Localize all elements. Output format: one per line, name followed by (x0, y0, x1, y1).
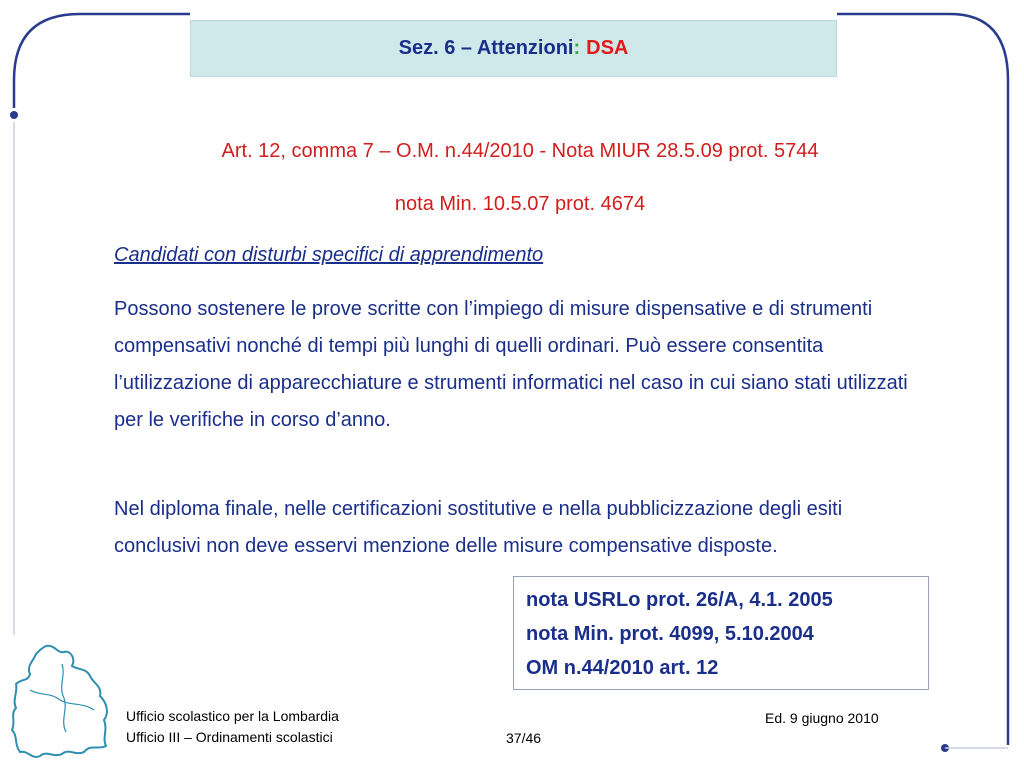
title-colon: : (573, 37, 581, 59)
footer-office (126, 706, 339, 748)
note-line: nota Min. prot. 4099, 5.10.2004 (526, 623, 814, 645)
slide-title (190, 20, 837, 77)
note-line: nota USRLo prot. 26/A, 4.1. 2005 (526, 589, 833, 611)
reference-line-1: Art. 12, comma 7 – O.M. n.44/2010 - Nota MIUR 28.5.09 prot. 5744 (221, 140, 819, 162)
title-prefix: Sez. 6 – Attenzioni (398, 37, 574, 59)
paragraph-measures: Possono sostenere le prove scritte con l’impiego di misure dispensative e di strumenti compensativi nonché di tempi più lunghi di quelli ordinari. Può essere consentita l’utilizzazione di apparecchiature e strumenti informatici nel caso in cui siano stati utilizzati per le verifiche in corso d’anno. (114, 298, 908, 431)
reference-line-2: nota Min. 10.5.07 prot. 4674 (394, 193, 646, 215)
section-subtitle: Candidati con disturbi specifici di apprendimento (114, 244, 544, 266)
footer-edition: Ed. 9 giugno 2010 (765, 710, 879, 726)
page-number: 37/46 (506, 730, 542, 746)
title-highlight: DSA (586, 37, 629, 59)
footer-office-line1: Ufficio scolastico per la Lombardia (126, 708, 339, 724)
note-line: OM n.44/2010 art. 12 (526, 657, 719, 679)
paragraph-diploma: Nel diploma finale, nelle certificazioni sostitutive e nella pubblicizzazione degli esiti conclusivi non deve esservi menzione delle misure compensative disposte. (114, 498, 843, 557)
lombardia-map-logo (6, 640, 116, 765)
footer-office-line2: Ufficio III – Ordinamenti scolastici (126, 729, 333, 745)
notes-box (513, 576, 929, 690)
